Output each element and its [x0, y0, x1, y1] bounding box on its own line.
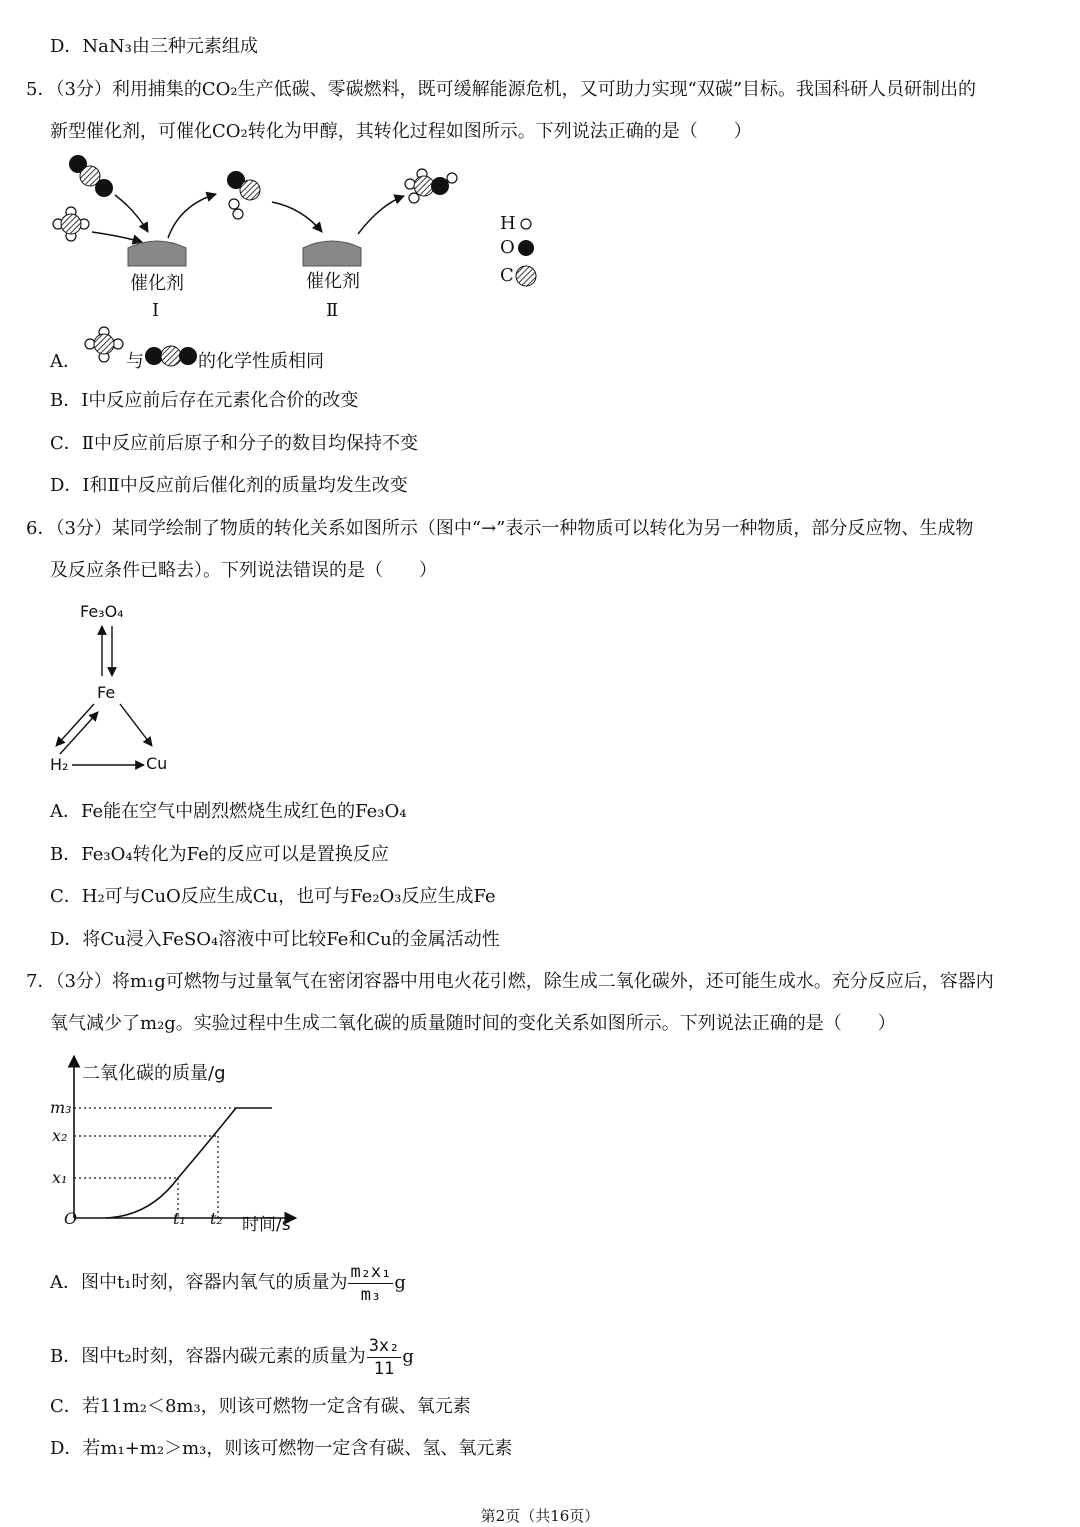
q7-option-b [50, 1332, 414, 1382]
stage-1-label: Ⅰ [152, 300, 160, 321]
q7-stem-line1: 7．（3分）将m₁g可燃物与过量氧气在密闭容器中用电火花引燃，除生成二氧化碳外，还可能生成水。充分反应后，容器内 [26, 971, 994, 992]
legend-o-label: O [500, 237, 515, 258]
diagram-cu: Cu [146, 754, 168, 773]
legend-c-icon [516, 266, 536, 286]
legend-o-icon [518, 240, 534, 256]
q7-option-b-suffix: g [402, 1346, 414, 1367]
co2-curve [106, 1108, 272, 1218]
catalyst-1-label: 催化剂 [130, 273, 184, 294]
tick-x1: x₁ [52, 1168, 68, 1187]
tick-t1: t₁ [173, 1209, 186, 1228]
q7-option-b-prefix: B．图中t₂时刻，容器内碳元素的质量为 [50, 1346, 366, 1367]
q5-option-c: C．Ⅱ中反应前后原子和分子的数目均保持不变 [50, 433, 419, 454]
intermediate-molecule-icon [227, 171, 260, 219]
fraction-numerator: m₂x₁ [350, 1261, 392, 1282]
legend-h-icon [521, 219, 531, 229]
q6-stem-line1: 6．（3分）某同学绘制了物质的转化关系如图所示（图中“→”表示一种物质可以转化为另一种物质，部分反应物、生成物 [26, 518, 974, 539]
q7-option-a-suffix: g [394, 1272, 406, 1293]
q6-option-a: A．Fe能在空气中剧烈燃烧生成红色的Fe₃O₄ [50, 801, 407, 822]
q6-option-b: B．Fe₃O₄转化为Fe的反应可以是置换反应 [50, 844, 389, 865]
q7-stem-line2: 氧气减少了m₂g。实验过程中生成二氧化碳的质量随时间的变化关系如图所示。下列说法正确的是（ ） [50, 1013, 896, 1034]
q5-option-a [50, 349, 81, 375]
catalyst-1-icon [128, 241, 186, 266]
chart-xlabel: 时间/s [242, 1215, 291, 1235]
diagram-h2: H₂ [50, 755, 69, 774]
q5-option-a-suffix: 的化学性质相同 [198, 351, 324, 372]
q5-stem-line2: 新型催化剂，可催化CO₂转化为甲醇，其转化过程如图所示。下列说法正确的是（ ） [50, 121, 752, 142]
q5-option-a-mid: 与 [126, 351, 144, 372]
q6-option-d: D．将Cu浸入FeSO₄溶液中可比较Fe和Cu的金属活动性 [50, 929, 500, 950]
q5-reaction-figure [40, 150, 580, 330]
q6-option-c: C．H₂可与CuO反应生成Cu，也可与Fe₂O₃反应生成Fe [50, 886, 496, 907]
tick-t2: t₂ [210, 1209, 223, 1228]
q4-option-d: D．NaN₃由三种元素组成 [50, 36, 258, 57]
chart-origin: O [64, 1209, 78, 1228]
fraction-denominator: m₃ [360, 1284, 382, 1305]
fraction-denominator: 11 [373, 1358, 395, 1379]
catalyst-2-icon [303, 241, 361, 266]
q7-option-a [50, 1258, 406, 1308]
q5-option-a-prefix: A． [50, 351, 81, 372]
q5-stem-line1: 5．（3分）利用捕集的CO₂生产低碳、零碳燃料，既可缓解能源危机，又可助力实现“双碳”目标。我国科研人员研制出的 [26, 79, 977, 100]
q6-stem-line2: 及反应条件已略去）。下列说法错误的是（ ） [50, 560, 437, 581]
q5-option-b: B．Ⅰ中反应前后存在元素化合价的改变 [50, 390, 359, 411]
legend-c-label: C [500, 265, 514, 286]
q7-option-a-prefix: A．图中t₁时刻，容器内氧气的质量为 [50, 1272, 348, 1293]
co2-molecule-icon [69, 155, 113, 197]
methanol-molecule-icon [405, 169, 457, 203]
stage-2-label: Ⅱ [326, 300, 339, 321]
fraction-numerator: 3x₂ [368, 1335, 400, 1356]
q5-option-a-ch4-icon [82, 326, 126, 366]
q7-option-a-fraction [348, 1261, 393, 1306]
tick-x2: x₂ [52, 1126, 68, 1145]
catalyst-2-label: 催化剂 [306, 271, 360, 292]
q5-option-a-co2-icon [144, 344, 198, 368]
legend [516, 219, 536, 286]
ch4-molecule-icon [53, 207, 89, 241]
diagram-fe: Fe [97, 683, 116, 702]
page-footer: 第2页（共16页） [480, 1507, 600, 1525]
diagram-fe3o4: Fe₃O₄ [80, 602, 124, 621]
q7-option-d: D．若m₁+m₂＞m₃，则该可燃物一定含有碳、氢、氧元素 [50, 1438, 513, 1459]
q7-option-b-fraction [367, 1335, 402, 1380]
tick-m3: m₃ [50, 1098, 72, 1117]
q5-option-d: D．Ⅰ和Ⅱ中反应前后催化剂的质量均发生改变 [50, 475, 408, 496]
chart-ylabel: 二氧化碳的质量/g [82, 1063, 226, 1084]
q7-option-c: C．若11m₂＜8m₃，则该可燃物一定含有碳、氧元素 [50, 1396, 471, 1417]
legend-h-label: H [500, 213, 516, 234]
